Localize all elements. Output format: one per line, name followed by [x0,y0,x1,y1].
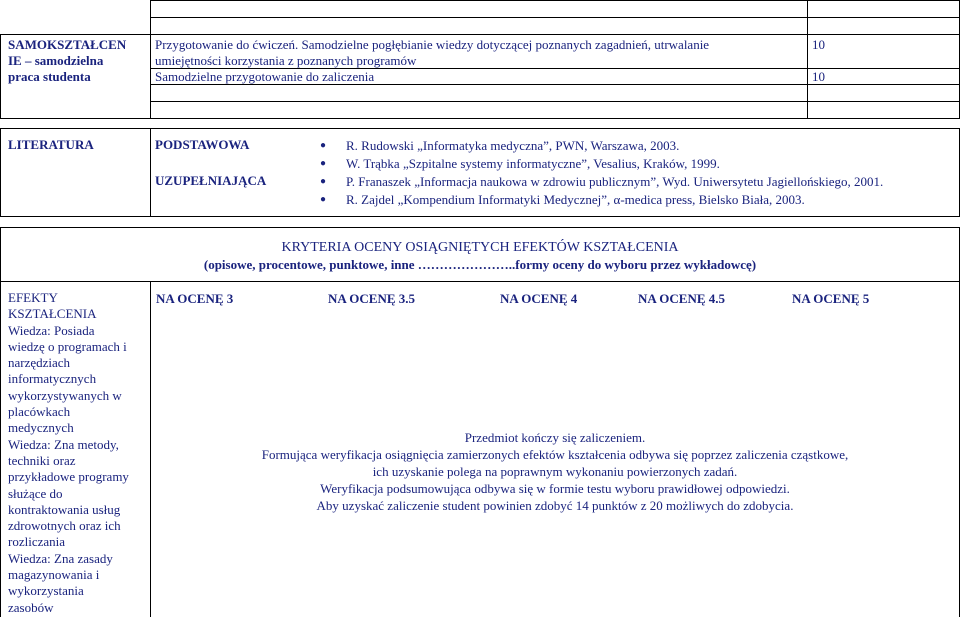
samoksztalcenie-row-1-text [155,37,805,69]
literature-item: ● P. Franaszek „Informacja naukowa w zdrowiu publicznym”, Wyd. Uniwersytetu Jagiellońskiego, 2001. [346,173,883,191]
efekty-line: medycznych [8,420,74,436]
rule [0,216,960,217]
assessment-line: Formująca weryfikacja osiągnięcia zamierzonych efektów kształcenia odbywa się poprzez zaliczenia cząstkowe, [261,447,849,462]
efekty-label: EFEKTY [8,290,58,305]
assessment-body [151,429,959,514]
podstawowa-label: PODSTAWOWA [155,137,250,152]
kryteria-title: KRYTERIA OCENY OSIĄGNIĘTYCH EFEKTÓW KSZTAŁCENIA [281,240,679,255]
assessment-line: Aby uzyskać zaliczenie student powinien zdobyć 14 punktów z 20 możliwych do zdobycia. [316,498,794,513]
efekty-line: wykorzystywanych w [8,387,122,403]
rule [807,0,808,119]
assessment-line: ich uzyskanie polega na poprawnym wykonaniu powierzonych zadań. [372,464,738,479]
label-line: praca studenta [8,69,91,84]
samoksztalcenie-row-2-hours: 10 [812,69,825,84]
efekty-line: narzędziach [8,355,71,371]
efekty-line: informatycznych [8,371,97,387]
grade-3: NA OCENĘ 3 [156,291,234,306]
grade-5: NA OCENĘ 5 [792,291,870,306]
samoksztalcenie-row-1-hours: 10 [812,37,825,52]
efekty-line: zasobów [8,599,54,615]
text-line: Przygotowanie do ćwiczeń. Samodzielne pogłębianie wiedzy dotyczącej poznanych zagadnień, utrwalanie [155,37,710,52]
rule [0,128,1,217]
efekty-line: techniki oraz [8,452,76,468]
literature-item: ● R. Rudowski „Informatyka medyczna”, PWN, Warszawa, 2003. [346,137,720,155]
rule [0,128,960,129]
literature-item: ● W. Trąbka „Szpitalne systemy informatyczne”, Vesalius, Kraków, 1999. [346,155,720,173]
rule [150,128,151,217]
efekty-line: służące do [8,485,63,501]
assessment-line: Przedmiot kończy się zaliczeniem. [464,430,646,445]
efekty-line: kontraktowania usług [8,501,121,517]
efekty-label: KSZTAŁCENIA [8,306,97,322]
rule [150,101,960,102]
efekty-column [8,290,150,616]
rule [0,34,960,35]
efekty-line: placówkach [8,404,71,420]
efekty-line: Wiedza: Zna zasady [8,550,113,566]
samoksztalcenie-row-2-text: Samodzielne przygotowanie do zaliczenia [155,69,375,84]
uzupelniajaca-label: UZUPEŁNIAJĄCA [155,173,267,188]
text-line: umiejętności korzystania z poznanych programów [155,53,417,68]
efekty-line: wiedzę o programach i [8,338,127,354]
grade-4: NA OCENĘ 4 [500,291,578,306]
efekty-line: zdrowotnych oraz ich [8,518,121,534]
grade-3-5: NA OCENĘ 3.5 [328,291,416,306]
efekty-line: magazynowania i [8,567,100,583]
grade-4-5: NA OCENĘ 4.5 [638,291,726,306]
podstawowa-list [346,137,720,172]
efekty-line: przykładowe programy [8,469,129,485]
literatura-label: LITERATURA [8,137,94,152]
rule [0,227,960,228]
uzupelniajaca-list [346,173,883,208]
samoksztalcenie-label [8,37,148,85]
efekty-line: wykorzystania [8,583,84,599]
kryteria-subtitle: (opisowe, procentowe, punktowe, inne …………………..formy oceny do wyboru przez wykładowcę) [203,257,757,272]
rule [150,0,960,1]
efekty-line: Wiedza: Posiada [8,322,95,338]
assessment-line: Weryfikacja podsumowująca odbywa się w formie testu wyboru prawidłowej odpowiedzi. [320,481,790,496]
efekty-line: Wiedza: Zna metody, [8,436,119,452]
rule [150,17,960,18]
label-line: SAMOKSZTAŁCEN [8,37,127,52]
efekty-line: rozliczania [8,534,66,550]
rule [150,0,151,119]
literature-item: ● R. Zajdel „Kompendium Informatyki Medycznej”, α-medica press, Bielsko Biała, 2003. [346,191,883,209]
label-line: IE – samodzielna [8,53,104,68]
rule [0,227,1,617]
rule [0,34,1,119]
rule [0,118,960,119]
rule [0,281,960,282]
